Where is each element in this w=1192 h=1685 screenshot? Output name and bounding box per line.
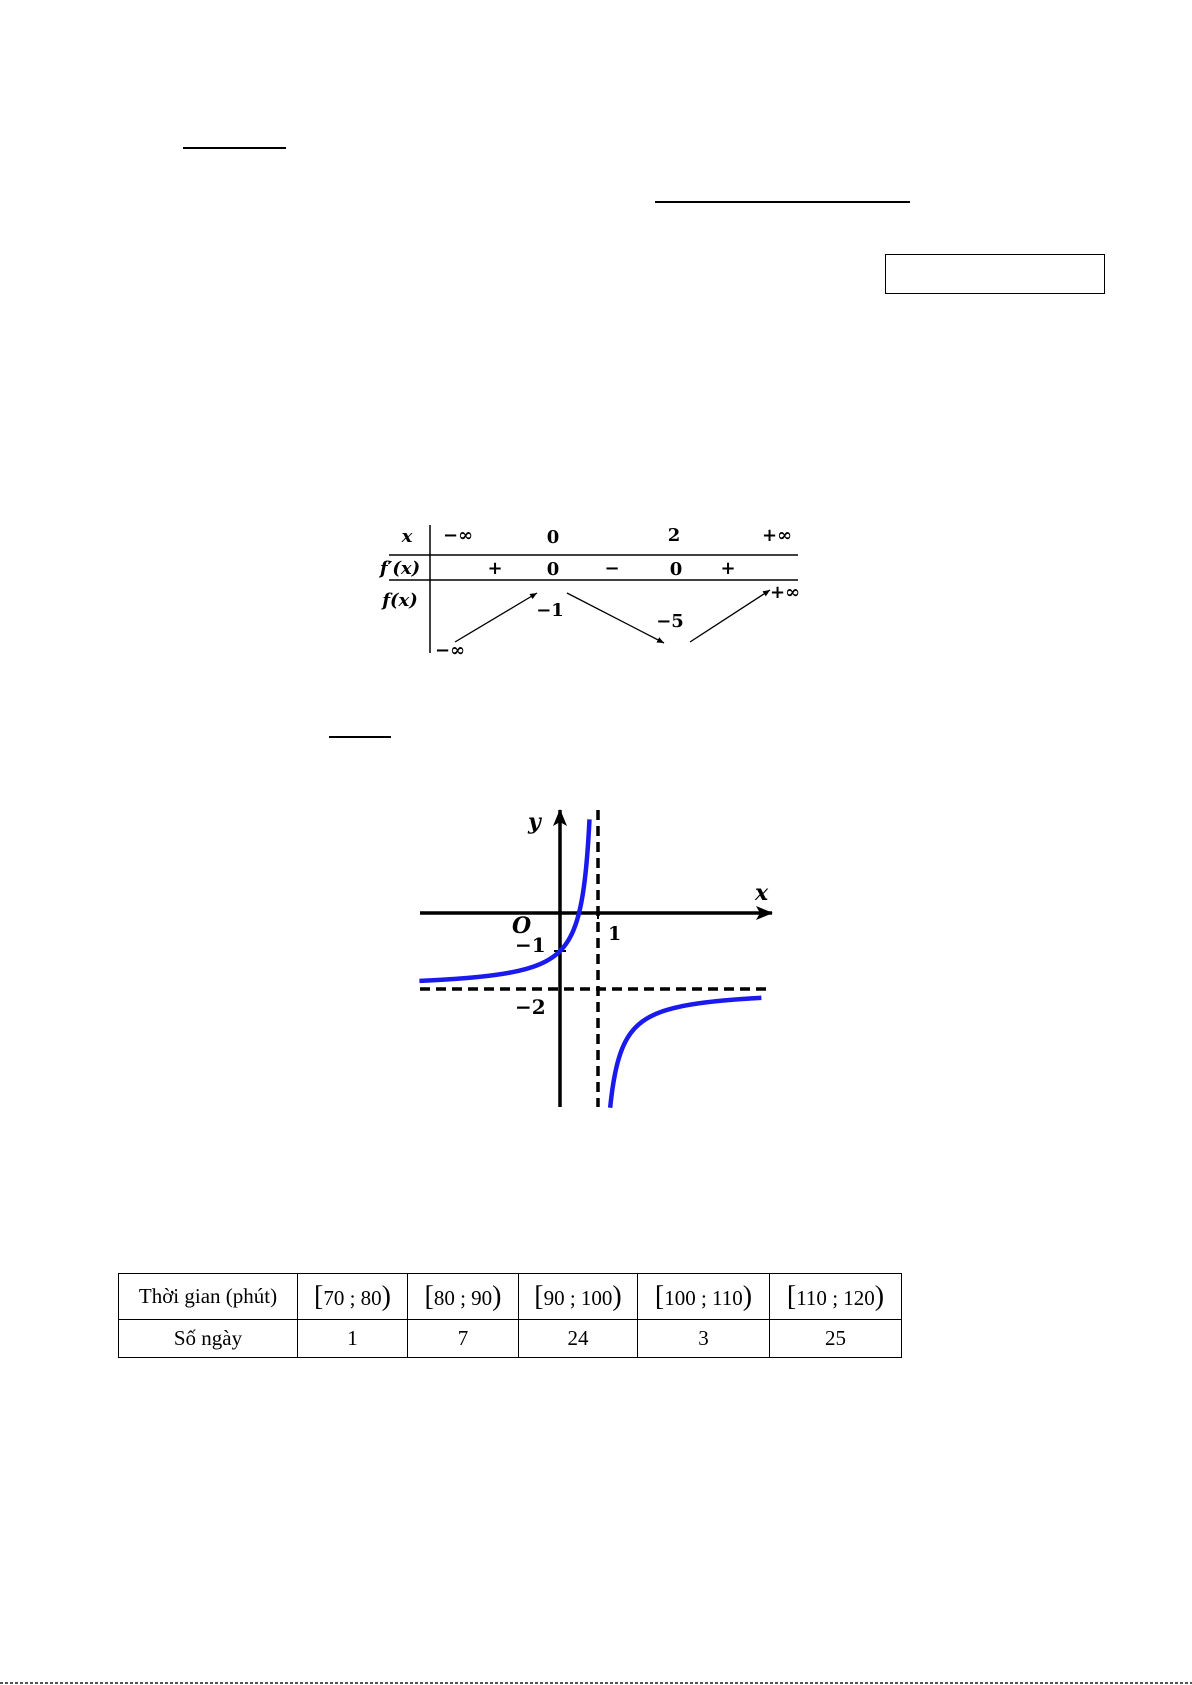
underline-2 <box>655 201 910 203</box>
x-value-neg-inf: −∞ <box>442 525 474 546</box>
interval-cell: [110 ; 120) <box>770 1274 902 1320</box>
page-bottom-rule <box>0 1682 1192 1684</box>
interval-cell: [70 ; 80) <box>298 1274 408 1320</box>
curve-right-branch <box>610 998 761 1108</box>
x-value-pos-inf: +∞ <box>761 525 793 546</box>
row-label-f: f(x) <box>382 590 418 611</box>
fprime-sign-2: − <box>604 558 620 579</box>
fprime-sign-1: + <box>487 558 503 579</box>
y-axis-label: y <box>528 809 541 835</box>
table-row <box>119 1274 902 1320</box>
underline-1 <box>183 147 286 149</box>
count-label-cell: Số ngày <box>119 1320 298 1358</box>
count-cell: 24 <box>519 1320 638 1358</box>
interval-cell: [90 ; 100) <box>519 1274 638 1320</box>
x-axis-label: x <box>755 880 769 906</box>
x-value-2: 2 <box>667 525 681 546</box>
fprime-zero-1: 0 <box>546 559 560 580</box>
variation-table <box>370 515 810 665</box>
function-graph <box>410 795 780 1115</box>
fprime-sign-3: + <box>720 558 736 579</box>
underline-3 <box>329 736 391 738</box>
curve-left-branch <box>419 819 589 980</box>
increase-arrow-1 <box>455 593 537 642</box>
tick-label-1: 1 <box>608 923 622 945</box>
fprime-zero-2: 0 <box>669 559 683 580</box>
decrease-arrow <box>567 593 664 643</box>
interval-cell: [100 ; 110) <box>638 1274 770 1320</box>
tick-label-minus-2: −2 <box>515 995 546 1019</box>
x-value-0: 0 <box>546 527 560 548</box>
f-value-minus-5: −5 <box>656 611 684 632</box>
header-label-cell: Thời gian (phút) <box>119 1274 298 1320</box>
count-cell: 25 <box>770 1320 902 1358</box>
row-label-x: x <box>401 526 413 547</box>
row-label-fprime: f′(x) <box>379 558 421 579</box>
f-value-pos-inf: +∞ <box>769 582 801 603</box>
answer-box <box>885 254 1105 294</box>
count-cell: 3 <box>638 1320 770 1358</box>
tick-label-minus-1: −1 <box>515 933 546 957</box>
interval-cell: [80 ; 90) <box>408 1274 519 1320</box>
frequency-table <box>118 1273 902 1358</box>
f-value-minus-1: −1 <box>536 600 564 621</box>
table-row <box>119 1320 902 1358</box>
origin-label: O <box>512 913 532 939</box>
count-cell: 7 <box>408 1320 519 1358</box>
f-value-neg-inf: −∞ <box>434 640 466 661</box>
increase-arrow-2 <box>690 590 770 642</box>
count-cell: 1 <box>298 1320 408 1358</box>
